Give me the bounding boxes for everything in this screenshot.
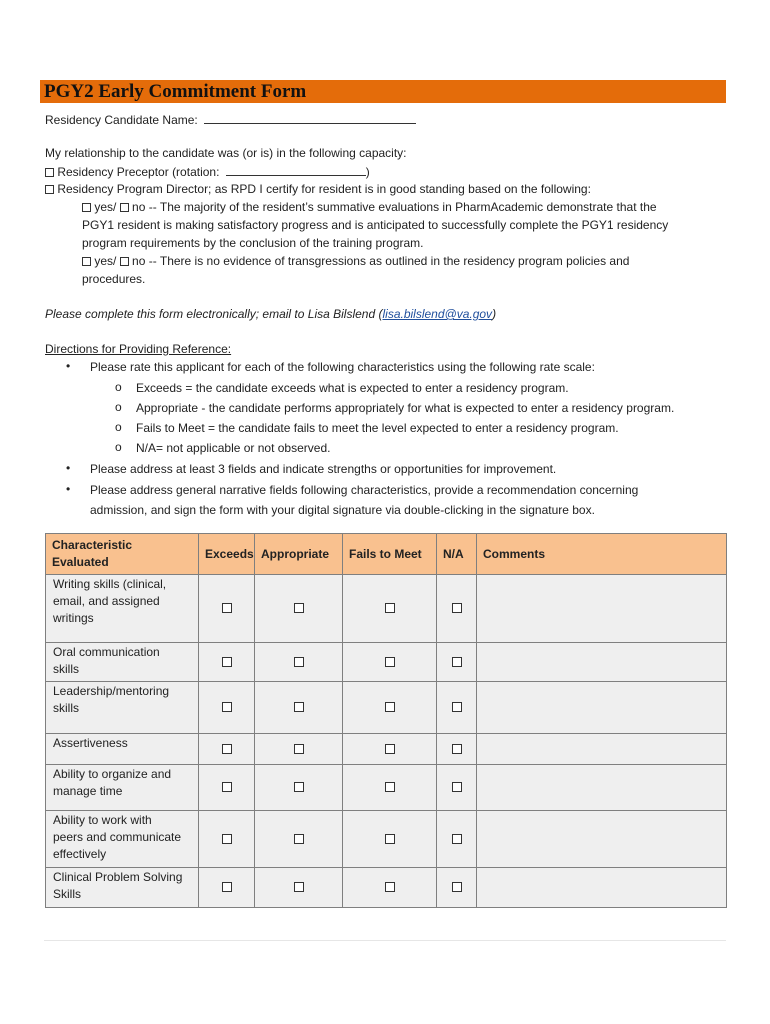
rotation-field[interactable]	[226, 163, 366, 176]
na-checkbox[interactable]	[452, 782, 462, 792]
appropriate-cell	[255, 765, 343, 811]
characteristic-text: skills	[53, 701, 79, 715]
exceeds-cell	[199, 734, 255, 765]
fails-to-meet-checkbox[interactable]	[385, 882, 395, 892]
exceeds-checkbox[interactable]	[222, 834, 232, 844]
comments-cell[interactable]	[477, 868, 727, 908]
fails-to-meet-cell	[343, 682, 437, 734]
sub-bullet-circle: o	[115, 400, 122, 414]
fails-to-meet-checkbox[interactable]	[385, 603, 395, 613]
characteristic-text: effectively	[53, 847, 107, 861]
evaluation-table	[45, 533, 727, 908]
exceeds-checkbox[interactable]	[222, 882, 232, 892]
fails-to-meet-checkbox[interactable]	[385, 657, 395, 667]
characteristic-cell	[46, 734, 199, 765]
characteristic-cell	[46, 682, 199, 734]
characteristic-text: Writing skills (clinical,	[53, 577, 167, 591]
comments-cell[interactable]	[477, 734, 727, 765]
candidate-name-row	[45, 111, 416, 129]
bullet3-line2: admission, and sign the form with your digital signature via double-clicking in the signature box.	[90, 503, 595, 517]
comments-cell[interactable]	[477, 575, 727, 643]
appropriate-cell	[255, 868, 343, 908]
appropriate-checkbox[interactable]	[294, 657, 304, 667]
fails-to-meet-cell	[343, 734, 437, 765]
characteristic-text: manage time	[53, 784, 123, 798]
candidate-name-field[interactable]	[204, 111, 416, 124]
title-bar	[40, 80, 726, 103]
email-instruction	[45, 306, 496, 323]
criterion2-yes-checkbox[interactable]	[82, 257, 91, 266]
header-characteristic: Characteristic Evaluated	[46, 534, 199, 575]
criterion1-line2: PGY1 resident is making satisfactory progress and is anticipated to successfully complete the PGY1 residency	[82, 218, 669, 232]
sub-bullet-circle: o	[115, 440, 122, 454]
exceeds-checkbox[interactable]	[222, 782, 232, 792]
characteristic-text: Clinical Problem Solving	[53, 870, 183, 884]
scale-fails: Fails to Meet = the candidate fails to meet the level expected to enter a residency program.	[136, 421, 619, 435]
appropriate-checkbox[interactable]	[294, 882, 304, 892]
comments-cell[interactable]	[477, 643, 727, 682]
criterion1-no-label: no	[132, 200, 146, 214]
na-cell	[437, 811, 477, 868]
characteristic-text: skills	[53, 662, 79, 676]
preceptor-checkbox[interactable]	[45, 168, 54, 177]
characteristic-text: Ability to organize and	[53, 767, 172, 781]
exceeds-checkbox[interactable]	[222, 603, 232, 613]
criterion2-text: -- There is no evidence of transgressions as outlined in the residency program policies and	[148, 254, 630, 268]
appropriate-cell	[255, 643, 343, 682]
bullet-dot: •	[66, 461, 71, 475]
characteristic-text: email, and assigned	[53, 594, 160, 608]
header-fails-to-meet: Fails to Meet	[343, 534, 437, 575]
appropriate-cell	[255, 811, 343, 868]
na-cell	[437, 734, 477, 765]
footer-divider	[44, 940, 726, 941]
scale-na: N/A= not applicable or not observed.	[136, 441, 331, 455]
email-instruction-text: Please complete this form electronically; email to Lisa Bilslend (	[45, 307, 383, 321]
comments-cell[interactable]	[477, 682, 727, 734]
exceeds-cell	[199, 575, 255, 643]
characteristic-text: peers and communicate	[53, 830, 182, 844]
characteristic-cell	[46, 811, 199, 868]
exceeds-cell	[199, 868, 255, 908]
criterion2-no-label: no	[132, 254, 146, 268]
appropriate-checkbox[interactable]	[294, 744, 304, 754]
fails-to-meet-cell	[343, 811, 437, 868]
fails-to-meet-cell	[343, 765, 437, 811]
criterion2-no-checkbox[interactable]	[120, 257, 129, 266]
characteristic-text: writings	[53, 611, 94, 625]
bullet-dot: •	[66, 482, 71, 496]
na-checkbox[interactable]	[452, 834, 462, 844]
exceeds-cell	[199, 643, 255, 682]
rpd-option	[45, 181, 591, 198]
characteristic-cell	[46, 643, 199, 682]
table-row	[46, 682, 727, 734]
na-checkbox[interactable]	[452, 657, 462, 667]
fails-to-meet-checkbox[interactable]	[385, 834, 395, 844]
criterion1-line3: program requirements by the conclusion of the training program.	[82, 236, 424, 250]
appropriate-checkbox[interactable]	[294, 782, 304, 792]
preceptor-option	[45, 163, 370, 181]
characteristic-text: Assertiveness	[53, 736, 128, 750]
bullet-dot: •	[66, 359, 71, 373]
fails-to-meet-checkbox[interactable]	[385, 782, 395, 792]
header-appropriate: Appropriate	[255, 534, 343, 575]
na-cell	[437, 868, 477, 908]
header-comments: Comments	[477, 534, 727, 575]
na-checkbox[interactable]	[452, 603, 462, 613]
characteristic-cell	[46, 868, 199, 908]
exceeds-checkbox[interactable]	[222, 702, 232, 712]
characteristic-text: Oral communication	[53, 645, 160, 659]
exceeds-checkbox[interactable]	[222, 657, 232, 667]
email-link[interactable]: lisa.bilslend@va.gov	[382, 307, 493, 321]
comments-cell[interactable]	[477, 811, 727, 868]
bullet1-text: Please rate this applicant for each of the following characteristics using the following rate scale:	[90, 360, 595, 374]
header-exceeds: Exceeds	[199, 534, 255, 575]
na-cell	[437, 682, 477, 734]
na-cell	[437, 575, 477, 643]
exceeds-cell	[199, 682, 255, 734]
characteristic-cell	[46, 575, 199, 643]
exceeds-cell	[199, 811, 255, 868]
sub-bullet-circle: o	[115, 380, 122, 394]
appropriate-checkbox[interactable]	[294, 834, 304, 844]
appropriate-cell	[255, 682, 343, 734]
table-row	[46, 765, 727, 811]
comments-cell[interactable]	[477, 765, 727, 811]
table-row	[46, 734, 727, 765]
header-na: N/A	[437, 534, 477, 575]
table-row	[46, 868, 727, 908]
rpd-label: Residency Program Director; as RPD I certify for resident is in good standing based on the following:	[57, 182, 591, 196]
appropriate-cell	[255, 734, 343, 765]
criterion2-yes-label: yes/	[94, 254, 117, 268]
characteristic-text: Leadership/mentoring	[53, 684, 170, 698]
directions-heading: Directions for Providing Reference:	[45, 342, 232, 356]
table-row	[46, 643, 727, 682]
na-checkbox[interactable]	[452, 882, 462, 892]
fails-to-meet-cell	[343, 643, 437, 682]
na-cell	[437, 643, 477, 682]
na-checkbox[interactable]	[452, 744, 462, 754]
fails-to-meet-cell	[343, 868, 437, 908]
fails-to-meet-checkbox[interactable]	[385, 702, 395, 712]
preceptor-close: )	[365, 165, 370, 179]
scale-appropriate: Appropriate - the candidate performs appropriately for what is expected to enter a residency program.	[136, 401, 675, 415]
criterion1-yes-checkbox[interactable]	[82, 203, 91, 212]
appropriate-checkbox[interactable]	[294, 603, 304, 613]
bullet3-text: Please address general narrative fields following characteristics, provide a recommendation concerning	[90, 483, 639, 497]
criterion2-line2: procedures.	[82, 272, 146, 286]
fails-to-meet-cell	[343, 575, 437, 643]
table-row	[46, 575, 727, 643]
candidate-name-label: Residency Candidate Name:	[45, 113, 198, 127]
criterion2-row	[82, 253, 629, 270]
criterion1-no-checkbox[interactable]	[120, 203, 129, 212]
sub-bullet-circle: o	[115, 420, 122, 434]
criterion1-text: -- The majority of the resident’s summative evaluations in PharmAcademic demonstrate that the	[148, 200, 657, 214]
criterion1-row	[82, 199, 657, 216]
relationship-intro: My relationship to the candidate was (or is) in the following capacity:	[45, 146, 407, 160]
fails-to-meet-checkbox[interactable]	[385, 744, 395, 754]
table-row	[46, 811, 727, 868]
appropriate-cell	[255, 575, 343, 643]
criterion1-yes-label: yes/	[94, 200, 117, 214]
bullet2-text: Please address at least 3 fields and indicate strengths or opportunities for improvement.	[90, 462, 557, 476]
na-cell	[437, 765, 477, 811]
form-title: PGY2 Early Commitment Form	[44, 81, 307, 102]
characteristic-cell	[46, 765, 199, 811]
appropriate-checkbox[interactable]	[294, 702, 304, 712]
preceptor-label: Residency Preceptor (rotation:	[57, 165, 220, 179]
characteristic-text: Skills	[53, 887, 82, 901]
table-header-row	[46, 534, 727, 575]
scale-exceeds: Exceeds = the candidate exceeds what is expected to enter a residency program.	[136, 381, 569, 395]
exceeds-checkbox[interactable]	[222, 744, 232, 754]
rpd-checkbox[interactable]	[45, 185, 54, 194]
na-checkbox[interactable]	[452, 702, 462, 712]
characteristic-text: Ability to work with	[53, 813, 152, 827]
email-close: )	[492, 307, 497, 321]
exceeds-cell	[199, 765, 255, 811]
